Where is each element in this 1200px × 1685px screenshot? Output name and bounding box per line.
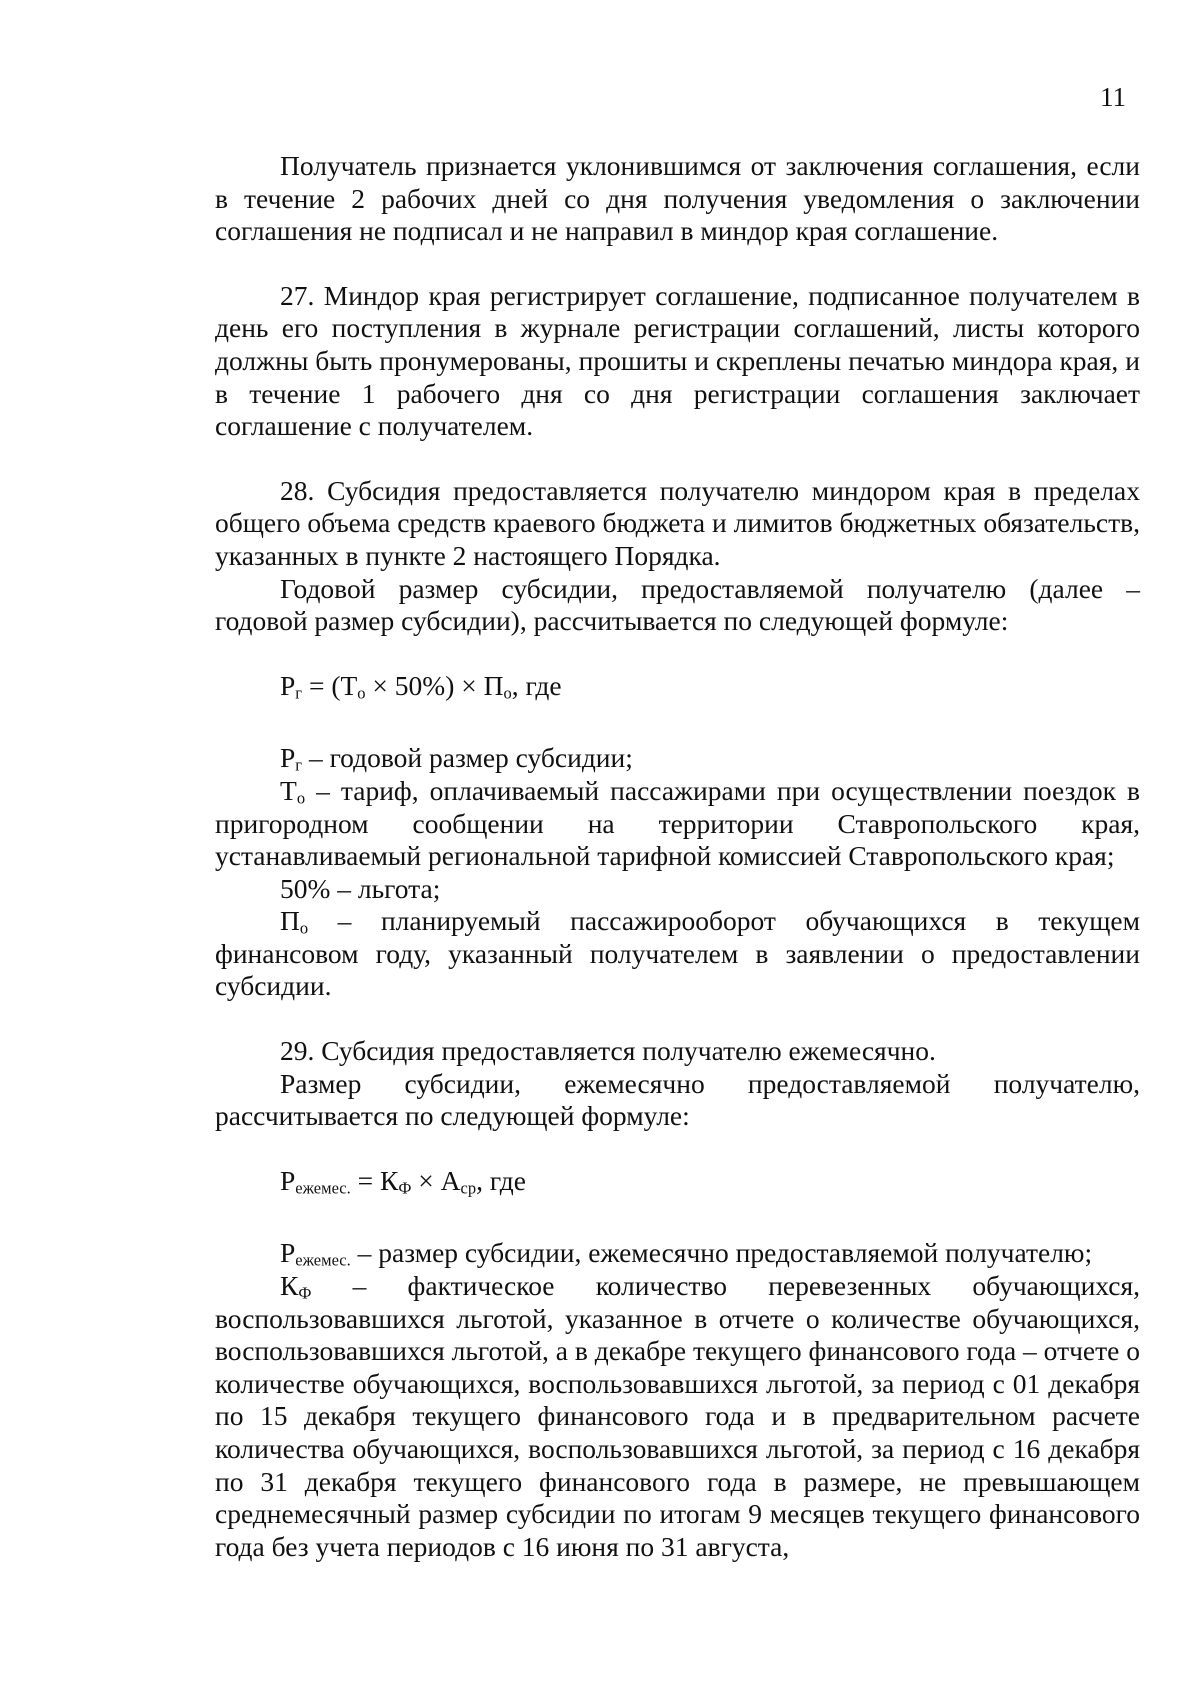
paragraph-evasion: Получатель признается уклонившимся от заключения соглашения, если в течение 2 рабочих дней со дня получения уведомления о заключении соглашения не подписал и не направил в миндор края соглашение. [215,150,1140,247]
paragraph-28-annual-size: Годовой размер субсидии, предоставляемой получателю (далее – годовой размер субсидии), рассчитывается по следующей формуле: [215,572,1140,637]
paragraph-28: 28. Субсидия предоставляется получателю миндором края в пределах общего объема средств краевого бюджета и лимитов бюджетных обязательств, указанных в пункте 2 настоящего Порядка. [215,474,1140,571]
formula-monthly-subsidy: $Р_{ежемес.} = К_Ф \times А_{ср}$, где [280,1164,526,1198]
definition-passenger-turnover: $П_о$ – планируемый пассажирооборот обучающихся в текущем финансовом году, указанный получателем в заявлении о предоставлении субсидии. [215,905,1140,1002]
document-body [215,150,1140,1563]
formula-annual-subsidy: $Р_г = (Т_о \times 50\%) \times П_о$, где [280,669,562,703]
definition-tariff: $Т_о$ – тариф, оплачиваемый пассажирами при осуществлении поездок в пригородном сообщении на территории Ставропольского края, устанавливаемый региональной тарифной комиссией Ставропольского края; [215,774,1140,872]
paragraph-27: 27. Миндор края регистрирует соглашение, подписанное получателем в день его поступления в журнале регистрации соглашений, листы которого должны быть пронумерованы, прошиты и скреплены печатью миндора края, и в течение 1 рабочего дня со дня регистрации соглашения заключает соглашение с получателем. [215,279,1140,442]
page-number: 11 [1100,82,1126,112]
definition-monthly-size: $Р_{ежемес.}$ – размер субсидии, ежемесячно предоставляемой получателю; [280,1237,1093,1270]
definition-benefit: 50% – льгота; [280,872,441,904]
paragraph-29: 29. Субсидия предоставляется получателю ежемесячно. [280,1035,936,1067]
definition-annual-size: $Р_г$ – годовой размер субсидии; [280,742,633,775]
paragraph-29-monthly-size: Размер субсидии, ежемесячно предоставляемой получателю, рассчитывается по следующей формуле: [215,1067,1140,1132]
definition-actual-count: $К_Ф$ – фактическое количество перевезенных обучающихся, воспользовавшихся льготой, указанное в отчете о количестве обучающихся, воспользовавшихся льготой, а в декабре текущего финансового года – отчете о количестве обучающихся, воспользовавшихся льготой, за период с 01 декабря по 15 декабря текущего финансового года и в предварительном расчете количества обучающихся, воспользовавшихся льготой, за период с 16 декабря по 31 декабря текущего финансового года в размере, не превышающем среднемесячный размер субсидии по итогам 9 месяцев текущего финансового года без учета периодов с 16 июня по 31 августа, [215,1270,1140,1562]
